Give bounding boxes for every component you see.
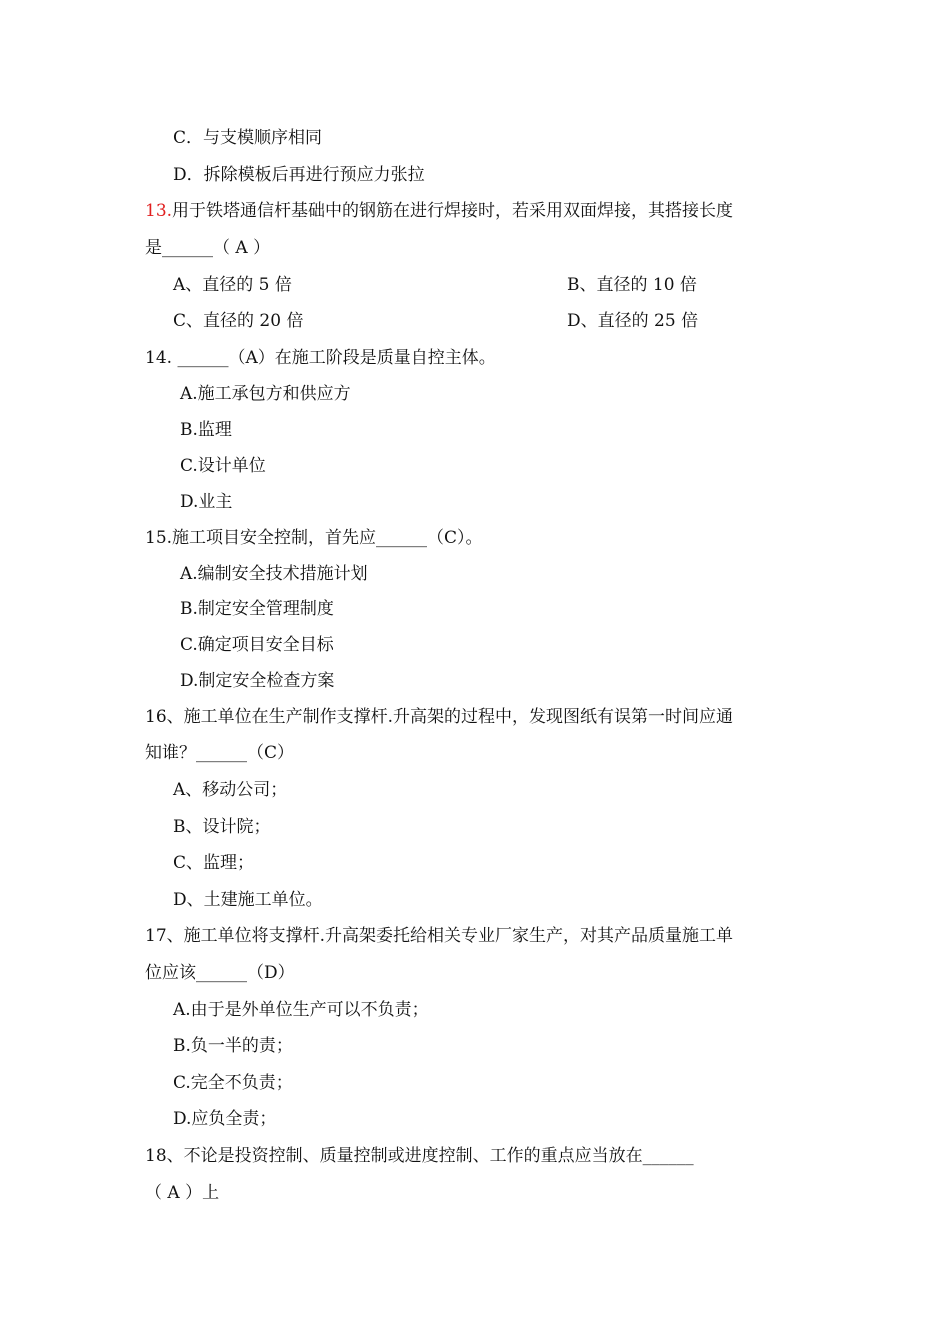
q15-stem: 15.施工项目安全控制，首先应______（C）。 xyxy=(145,528,483,548)
q16-option-c: C、监理； xyxy=(173,853,255,873)
q13-option-d: D、直径的 25 倍 xyxy=(567,311,699,331)
q14-stem: 14. ______（A）在施工阶段是质量自控主体。 xyxy=(145,348,496,368)
q15-option-d: D.制定安全检查方案 xyxy=(180,671,335,691)
q13-number: 13. xyxy=(145,201,173,221)
q17-option-d: D.应负全责； xyxy=(173,1109,277,1129)
q14-option-a: A.施工承包方和供应方 xyxy=(180,384,351,404)
q18-stem-line1: 18、不论是投资控制、质量控制或进度控制、工作的重点应当放在______ xyxy=(145,1146,694,1166)
q16-stem-line1: 16、施工单位在生产制作支撑杆.升高架的过程中，发现图纸有误第一时间应通 xyxy=(145,707,734,727)
q13-option-b: B、直径的 10 倍 xyxy=(567,275,697,295)
q15-option-c: C.确定项目安全目标 xyxy=(180,635,334,655)
q17-stem-line1: 17、施工单位将支撑杆.升高架委托给相关专业厂家生产，对其产品质量施工单 xyxy=(145,926,734,946)
q17-option-b: B.负一半的责； xyxy=(173,1036,293,1056)
q16-option-d: D、土建施工单位。 xyxy=(173,890,323,910)
q14-option-b: B.监理 xyxy=(180,420,232,440)
q17-stem-line2: 位应该______（D） xyxy=(145,963,295,983)
q12-option-c: C．与支模顺序相同 xyxy=(173,128,323,148)
q13-option-a: A、直径的 5 倍 xyxy=(173,275,292,295)
q13-stem-line2: 是______（ A ） xyxy=(145,238,271,258)
q17-option-a: A.由于是外单位生产可以不负责； xyxy=(173,1000,429,1020)
q14-option-c: C.设计单位 xyxy=(180,456,266,476)
q14-option-d: D.业主 xyxy=(180,492,233,512)
q15-option-b: B.制定安全管理制度 xyxy=(180,599,334,619)
q16-stem-line2: 知谁？______（C） xyxy=(145,743,295,763)
q16-option-a: A、移动公司； xyxy=(173,780,288,800)
q17-option-c: C.完全不负责； xyxy=(173,1073,293,1093)
q13-stem-text: 用于铁塔通信杆基础中的钢筋在进行焊接时，若采用双面焊接，其搭接长度 xyxy=(172,201,734,221)
q12-option-d: D．拆除模板后再进行预应力张拉 xyxy=(173,165,425,185)
q13-stem-line1 xyxy=(145,200,733,222)
q15-option-a: A.编制安全技术措施计划 xyxy=(180,564,368,584)
q13-option-c: C、直径的 20 倍 xyxy=(173,311,304,331)
q16-option-b: B、设计院； xyxy=(173,817,271,837)
q18-stem-line2: （ A ）上 xyxy=(145,1183,220,1203)
